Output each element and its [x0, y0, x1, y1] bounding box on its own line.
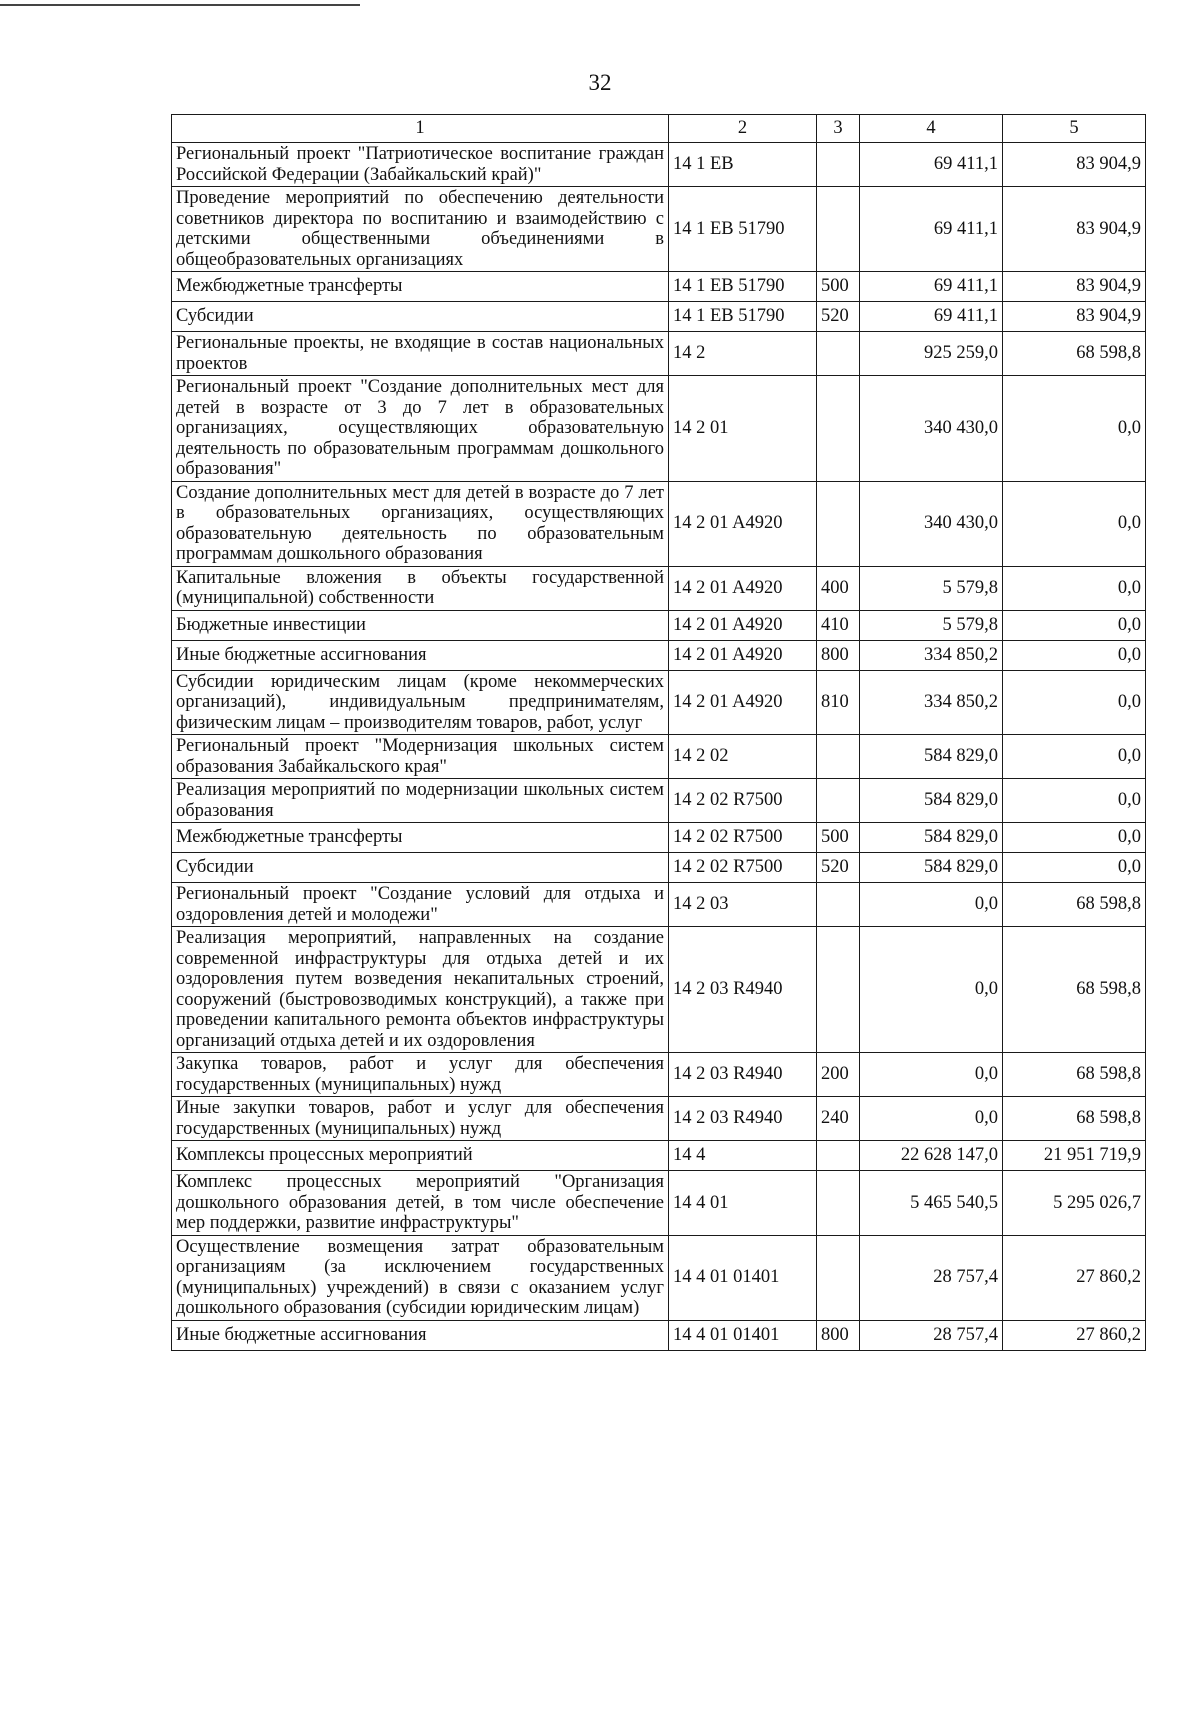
row-code: 14 4 — [669, 1141, 817, 1171]
table-row — [172, 1097, 1146, 1141]
table-row — [172, 610, 1146, 640]
row-value-col5: 0,0 — [1003, 376, 1146, 482]
table-row — [172, 779, 1146, 823]
row-name: Иные бюджетные ассигнования — [172, 640, 669, 670]
row-code: 14 1 EB — [669, 143, 817, 187]
row-expense-type — [817, 779, 860, 823]
table-row — [172, 927, 1146, 1053]
row-value-col5: 0,0 — [1003, 610, 1146, 640]
table-row — [172, 566, 1146, 610]
row-name: Комплекс процессных мероприятий "Организация дошкольного образования детей, в том числе обеспечение мер поддержки, развитие инфраструктуры" — [172, 1171, 669, 1236]
row-expense-type — [817, 1235, 860, 1320]
row-value-col5: 27 860,2 — [1003, 1320, 1146, 1350]
row-code: 14 2 02 R7500 — [669, 823, 817, 853]
row-value-col5: 0,0 — [1003, 779, 1146, 823]
row-code: 14 2 03 R4940 — [669, 927, 817, 1053]
row-name: Иные закупки товаров, работ и услуг для обеспечения государственных (муниципальных) нужд — [172, 1097, 669, 1141]
row-value-col5: 68 598,8 — [1003, 1053, 1146, 1097]
row-expense-type — [817, 735, 860, 779]
row-name: Проведение мероприятий по обеспечению деятельности советников директора по воспитанию и взаимодействию с детскими общественными объединениями в общеобразовательных организациях — [172, 187, 669, 272]
column-header-4: 4 — [860, 115, 1003, 143]
row-value-col5: 0,0 — [1003, 735, 1146, 779]
row-value-col4: 22 628 147,0 — [860, 1141, 1003, 1171]
column-header-2: 2 — [669, 115, 817, 143]
row-expense-type: 520 — [817, 302, 860, 332]
row-code: 14 2 01 A4920 — [669, 640, 817, 670]
row-value-col4: 0,0 — [860, 1097, 1003, 1141]
row-name: Бюджетные инвестиции — [172, 610, 669, 640]
row-code: 14 2 — [669, 332, 817, 376]
row-expense-type: 400 — [817, 566, 860, 610]
row-code: 14 2 02 — [669, 735, 817, 779]
table-row — [172, 853, 1146, 883]
row-value-col5: 0,0 — [1003, 823, 1146, 853]
table-row — [172, 640, 1146, 670]
table-row — [172, 376, 1146, 482]
row-value-col4: 584 829,0 — [860, 735, 1003, 779]
row-name: Региональный проект "Модернизация школьных систем образования Забайкальского края" — [172, 735, 669, 779]
row-value-col4: 69 411,1 — [860, 272, 1003, 302]
table-row — [172, 272, 1146, 302]
row-name: Реализация мероприятий, направленных на создание современной инфраструктуры для отдыха детей и их оздоровления путем возведения некапитальных строений, сооружений (быстровозводимых конструкций), а также при проведении капитального ремонта объектов инфраструктуры организаций отдыха детей и их оздоровления — [172, 927, 669, 1053]
table-row — [172, 187, 1146, 272]
page-number: 32 — [588, 70, 612, 95]
row-name: Комплексы процессных мероприятий — [172, 1141, 669, 1171]
row-name: Межбюджетные трансферты — [172, 272, 669, 302]
row-code: 14 4 01 — [669, 1171, 817, 1236]
row-code: 14 2 02 R7500 — [669, 853, 817, 883]
row-value-col5: 68 598,8 — [1003, 883, 1146, 927]
row-code: 14 4 01 01401 — [669, 1320, 817, 1350]
row-value-col5: 0,0 — [1003, 481, 1146, 566]
row-expense-type — [817, 927, 860, 1053]
table-body — [172, 143, 1146, 1351]
row-expense-type — [817, 332, 860, 376]
column-header-3: 3 — [817, 115, 860, 143]
row-value-col5: 83 904,9 — [1003, 272, 1146, 302]
row-value-col4: 0,0 — [860, 883, 1003, 927]
row-expense-type — [817, 1141, 860, 1171]
row-expense-type: 520 — [817, 853, 860, 883]
table-row — [172, 332, 1146, 376]
row-code: 14 1 EB 51790 — [669, 187, 817, 272]
row-code: 14 2 01 A4920 — [669, 481, 817, 566]
row-name: Региональный проект "Создание условий для отдыха и оздоровления детей и молодежи" — [172, 883, 669, 927]
row-expense-type — [817, 883, 860, 927]
row-name: Региональные проекты, не входящие в состав национальных проектов — [172, 332, 669, 376]
row-code: 14 2 01 A4920 — [669, 670, 817, 735]
row-expense-type: 410 — [817, 610, 860, 640]
row-code: 14 2 01 A4920 — [669, 566, 817, 610]
row-expense-type: 800 — [817, 1320, 860, 1350]
column-header-1: 1 — [172, 115, 669, 143]
row-name: Межбюджетные трансферты — [172, 823, 669, 853]
row-value-col5: 21 951 719,9 — [1003, 1141, 1146, 1171]
table-row — [172, 143, 1146, 187]
row-value-col4: 925 259,0 — [860, 332, 1003, 376]
row-value-col4: 334 850,2 — [860, 670, 1003, 735]
row-value-col5: 68 598,8 — [1003, 1097, 1146, 1141]
row-value-col5: 0,0 — [1003, 670, 1146, 735]
row-expense-type — [817, 481, 860, 566]
row-expense-type — [817, 1171, 860, 1236]
table-header-row — [172, 115, 1146, 143]
row-value-col4: 340 430,0 — [860, 481, 1003, 566]
table-row — [172, 1320, 1146, 1350]
row-value-col4: 5 465 540,5 — [860, 1171, 1003, 1236]
row-expense-type: 500 — [817, 823, 860, 853]
row-value-col4: 69 411,1 — [860, 302, 1003, 332]
row-value-col5: 27 860,2 — [1003, 1235, 1146, 1320]
row-name: Субсидии юридическим лицам (кроме некоммерческих организаций), индивидуальным предпринимателям, физическим лицам – производителям товаров, работ, услуг — [172, 670, 669, 735]
row-value-col4: 340 430,0 — [860, 376, 1003, 482]
row-expense-type: 800 — [817, 640, 860, 670]
budget-table — [171, 114, 1146, 1351]
row-value-col5: 0,0 — [1003, 566, 1146, 610]
column-header-5: 5 — [1003, 115, 1146, 143]
table-row — [172, 1141, 1146, 1171]
row-expense-type — [817, 376, 860, 482]
table-row — [172, 670, 1146, 735]
row-value-col4: 334 850,2 — [860, 640, 1003, 670]
row-name: Субсидии — [172, 302, 669, 332]
row-value-col4: 584 829,0 — [860, 823, 1003, 853]
row-expense-type: 240 — [817, 1097, 860, 1141]
row-value-col4: 5 579,8 — [860, 566, 1003, 610]
row-name: Региональный проект "Патриотическое воспитание граждан Российской Федерации (Забайкальский край)" — [172, 143, 669, 187]
row-name: Закупка товаров, работ и услуг для обеспечения государственных (муниципальных) нужд — [172, 1053, 669, 1097]
row-value-col4: 584 829,0 — [860, 779, 1003, 823]
row-name: Капитальные вложения в объекты государственной (муниципальной) собственности — [172, 566, 669, 610]
row-code: 14 2 03 R4940 — [669, 1097, 817, 1141]
row-value-col5: 0,0 — [1003, 853, 1146, 883]
row-value-col4: 28 757,4 — [860, 1320, 1003, 1350]
row-value-col5: 68 598,8 — [1003, 927, 1146, 1053]
scan-edge-line — [0, 4, 360, 6]
table-row — [172, 883, 1146, 927]
row-expense-type: 810 — [817, 670, 860, 735]
row-name: Реализация мероприятий по модернизации школьных систем образования — [172, 779, 669, 823]
row-value-col5: 5 295 026,7 — [1003, 1171, 1146, 1236]
row-value-col4: 0,0 — [860, 1053, 1003, 1097]
row-name: Региональный проект "Создание дополнительных мест для детей в возрасте от 3 до 7 лет в образовательных организациях, осуществляющих образовательную деятельность по образовательным программам дошкольного образования" — [172, 376, 669, 482]
row-code: 14 1 EB 51790 — [669, 302, 817, 332]
row-code: 14 2 01 A4920 — [669, 610, 817, 640]
row-value-col4: 5 579,8 — [860, 610, 1003, 640]
row-value-col5: 83 904,9 — [1003, 302, 1146, 332]
table-row — [172, 302, 1146, 332]
row-expense-type: 200 — [817, 1053, 860, 1097]
row-code: 14 2 03 — [669, 883, 817, 927]
row-value-col5: 68 598,8 — [1003, 332, 1146, 376]
row-code: 14 4 01 01401 — [669, 1235, 817, 1320]
row-name: Субсидии — [172, 853, 669, 883]
row-code: 14 1 EB 51790 — [669, 272, 817, 302]
table-row — [172, 1053, 1146, 1097]
table-row — [172, 735, 1146, 779]
row-value-col5: 83 904,9 — [1003, 187, 1146, 272]
row-value-col4: 0,0 — [860, 927, 1003, 1053]
table-row — [172, 1235, 1146, 1320]
table-row — [172, 1171, 1146, 1236]
row-expense-type — [817, 143, 860, 187]
row-value-col5: 83 904,9 — [1003, 143, 1146, 187]
row-name: Осуществление возмещения затрат образовательным организациям (за исключением государственных (муниципальных) учреждений) в связи с оказанием услуг дошкольного образования (субсидии юридическим лицам) — [172, 1235, 669, 1320]
row-name: Создание дополнительных мест для детей в возрасте до 7 лет в образовательных организациях, осуществляющих образовательную деятельность по образовательным программам дошкольного образования — [172, 481, 669, 566]
row-name: Иные бюджетные ассигнования — [172, 1320, 669, 1350]
row-value-col4: 69 411,1 — [860, 187, 1003, 272]
row-code: 14 2 01 — [669, 376, 817, 482]
row-value-col4: 69 411,1 — [860, 143, 1003, 187]
row-code: 14 2 03 R4940 — [669, 1053, 817, 1097]
row-code: 14 2 02 R7500 — [669, 779, 817, 823]
table-row — [172, 481, 1146, 566]
row-expense-type — [817, 187, 860, 272]
row-value-col4: 584 829,0 — [860, 853, 1003, 883]
row-expense-type: 500 — [817, 272, 860, 302]
row-value-col5: 0,0 — [1003, 640, 1146, 670]
row-value-col4: 28 757,4 — [860, 1235, 1003, 1320]
table-row — [172, 823, 1146, 853]
